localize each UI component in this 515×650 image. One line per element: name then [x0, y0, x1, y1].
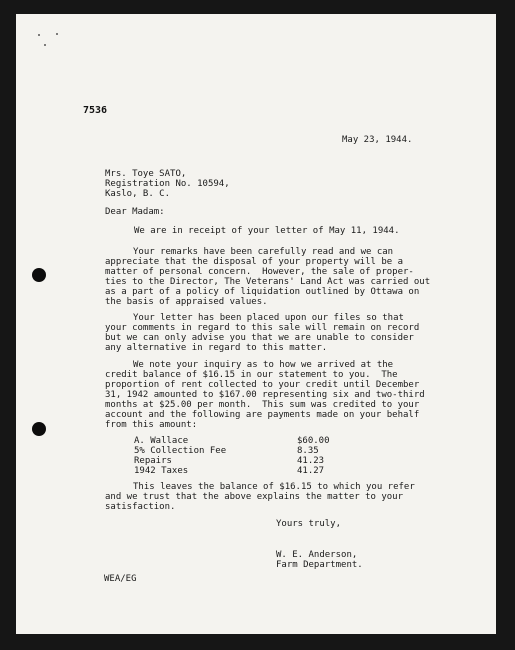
signature-block: [276, 550, 363, 570]
payment-row: [134, 446, 330, 456]
payment-row: [134, 466, 330, 476]
letter-date: May 23, 1944.: [342, 135, 413, 145]
paragraph-1: We are in receipt of your letter of May 11, 1944.: [134, 226, 400, 236]
paragraph-2: Your remarks have been carefully read and we can appreciate that the disposal of your property will be a matter of personal concern. However, the sale of proper- ties to the Director, The Veterans' Land Act was carried out as a part of a policy of liquidation outlined by Ottawa on the basis of appraised values.: [105, 247, 431, 307]
payment-row: [134, 436, 330, 446]
payment-label: 5% Collection Fee: [134, 446, 227, 456]
paragraph-3: Your letter has been placed upon our files so that your comments in regard to this sale will remain on record but we can only advise you that we are unable to consider any alternative in regard to this matter.: [105, 313, 420, 353]
payment-amount: $60.00: [297, 436, 330, 446]
punch-hole-top: [32, 268, 46, 282]
payment-label: Repairs: [134, 456, 172, 466]
paragraph-4: We note your inquiry as to how we arrived at the credit balance of $16.15 in our statement to you. The proportion of rent collected to your credit until December 31, 1942 amounted to $167.00 representing six and two-third months at $25.00 per month. This sum was credited to your account and the following are payments made on your behalf from this amount:: [105, 360, 425, 430]
file-number: 7536: [83, 105, 108, 116]
recipient-registration: Registration No. 10594,: [105, 179, 230, 189]
payment-label: 1942 Taxes: [134, 466, 189, 476]
recipient-location: Kaslo, B. C.: [105, 189, 171, 199]
reference-initials: WEA/EG: [104, 574, 137, 584]
recipient-address: [105, 169, 230, 199]
payment-amount: 8.35: [297, 446, 319, 456]
payment-amount: 41.23: [297, 456, 325, 466]
payment-label: A. Wallace: [134, 436, 189, 446]
payment-amount: 41.27: [297, 466, 325, 476]
complimentary-close: Yours truly,: [276, 519, 342, 529]
signature-name: W. E. Anderson,: [276, 550, 358, 560]
signature-department: Farm Department.: [276, 560, 363, 570]
recipient-name: Mrs. Toye SATO,: [105, 169, 187, 179]
payment-row: [134, 456, 330, 466]
salutation: Dear Madam:: [105, 207, 165, 217]
closing-paragraph: This leaves the balance of $16.15 to which you refer and we trust that the above explains the matter to your satisfaction.: [105, 482, 415, 512]
scan-specks: [36, 32, 66, 58]
punch-hole-bottom: [32, 422, 46, 436]
letter-page: [16, 14, 496, 634]
payments-list: [134, 436, 330, 476]
